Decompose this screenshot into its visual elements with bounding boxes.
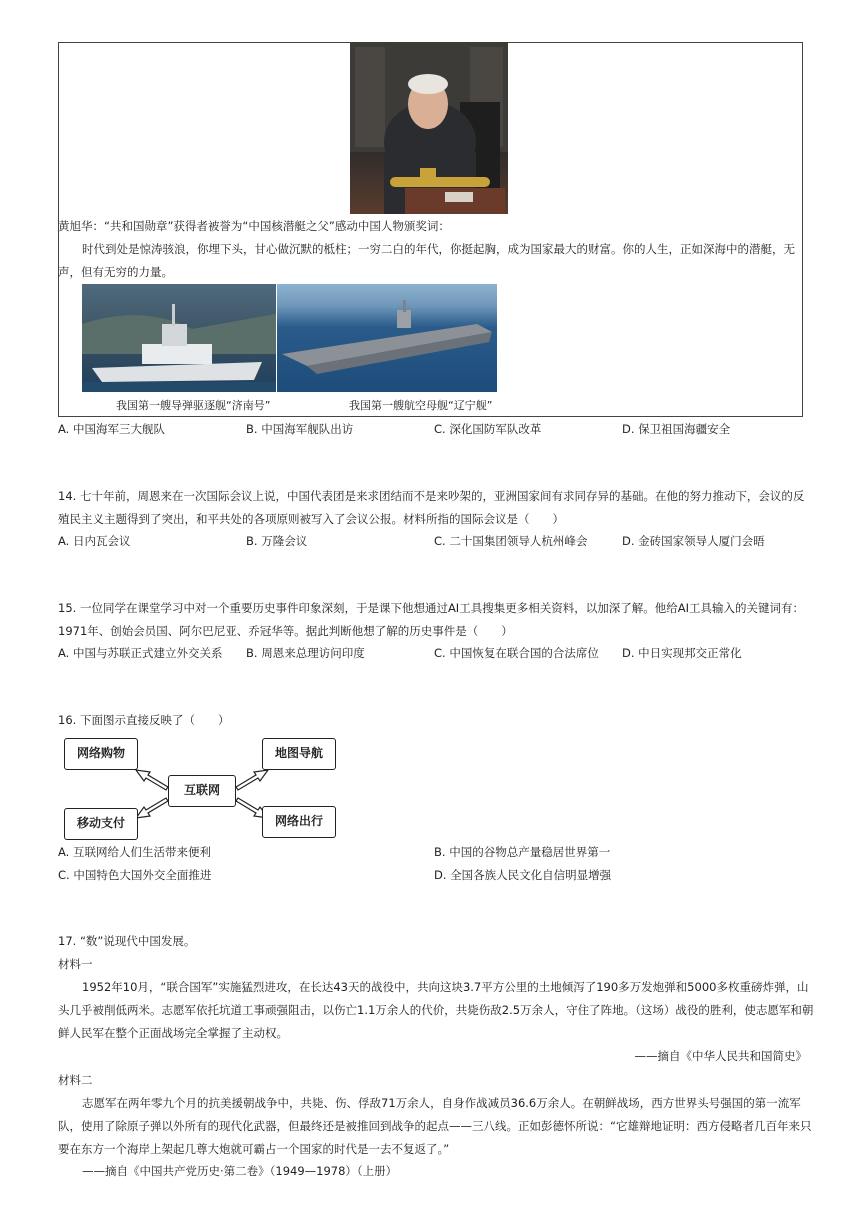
- material1-label: 材料一: [58, 957, 93, 971]
- q13-option-a[interactable]: A. 中国海军三大舰队: [58, 422, 165, 436]
- diagram-mobile-payment: 移动支付: [64, 808, 138, 840]
- arrow-to-mobile-payment: [136, 798, 168, 818]
- material1-source: ——摘自《中华人民共和国简史》: [634, 1049, 807, 1063]
- diagram-center-internet: 互联网: [168, 775, 236, 807]
- q16-option-c[interactable]: C. 中国特色大国外交全面推进: [58, 868, 212, 882]
- q15-option-b[interactable]: B. 周恩来总理访问印度: [246, 646, 365, 660]
- carrier-illustration: [277, 284, 497, 392]
- destroyer-illustration: [82, 284, 276, 392]
- material2-text: 志愿军在两年零九个月的抗美援朝战争中，共毙、伤、俘敌71万余人，自身作战减员36.6万余人。在朝鲜战场，西方世界头号强国的第一流军队，使用了除原子弹以外所有的现代化武器，但最终还是被推回到战争的起点——三八线。正如彭德怀所说：“它雄辩地证明：西方侵略者几百年来只要在东方一个海岸上架起几尊大炮就可霸占一个国家的时代是一去不复返了。”: [58, 1096, 812, 1156]
- q13-option-c[interactable]: C. 深化国防军队改革: [434, 422, 542, 436]
- q14-option-d[interactable]: D. 金砖国家领导人厦门会晤: [622, 534, 765, 548]
- material2-label: 材料二: [58, 1073, 93, 1087]
- material1-text: 1952年10月，“联合国军”实施猛烈进攻，在长达43天的战役中，共向这块3.7平方公里的土地倾泻了190多万发炮弹和5000多枚重磅炸弹，山头几乎被削低两米。志愿军依托坑道工事顽强阻击，以伤亡1.1万余人的代价，共毙伤敌2.5万余人，守住了阵地。（这场）战役的胜利，使志愿军和朝鲜人民军在整个正面战场完全掌握了主动权。: [58, 980, 814, 1040]
- q14-option-b[interactable]: B. 万隆会议: [246, 534, 308, 548]
- diagram-online-travel: 网络出行: [262, 806, 336, 838]
- q15-stem: 15. 一位同学在课堂学习中对一个重要历史事件印象深刻，于是课下他想通过AI工具搜集更多相关资料，以加深了解。他给AI工具输入的关键词有：1971年、创始会员国、阿尔巴尼亚、乔冠华等。据此判断他想了解的历史事件是（ ）: [58, 601, 804, 638]
- portrait-photo: [350, 42, 508, 214]
- tribute-text: 时代到处是惊涛骇浪，你埋下头，甘心做沉默的柢柱；一穷二白的年代，你挺起胸，成为国家最大的财富。你的人生，正如深海中的潜艇，无声，但有无穷的力量。: [58, 242, 795, 279]
- portrait-illustration: [350, 42, 508, 214]
- caption-carrier: 我国第一艘航空母舰“辽宁舰”: [349, 399, 493, 412]
- q16-option-b[interactable]: B. 中国的谷物总产量稳居世界第一: [434, 845, 611, 859]
- caption-destroyer: 我国第一艘导弹驱逐舰“济南号”: [116, 399, 271, 412]
- arrow-to-map-navigation: [236, 770, 268, 790]
- material2-source: ——摘自《中国共产党历史·第二卷》（1949—1978）（上册）: [82, 1164, 398, 1178]
- q16-option-d[interactable]: D. 全国各族人民文化自信明显增强: [434, 868, 612, 882]
- q17-stem: 17. “数”说现代中国发展。: [58, 934, 196, 948]
- q14-option-a[interactable]: A. 日内瓦会议: [58, 534, 131, 548]
- award-line: 黄旭华：“共和国勋章”获得者被誉为“中国核潜艇之父”感动中国人物颁奖词：: [58, 219, 450, 233]
- destroyer-photo: [82, 284, 276, 392]
- diagram-map-navigation: 地图导航: [262, 738, 336, 770]
- q14-option-c[interactable]: C. 二十国集团领导人杭州峰会: [434, 534, 588, 548]
- q16-stem: 16. 下面图示直接反映了（ ）: [58, 713, 230, 727]
- q15-option-a[interactable]: A. 中国与苏联正式建立外交关系: [58, 646, 223, 660]
- diagram-online-shopping: 网络购物: [64, 738, 138, 770]
- arrow-to-online-shopping: [136, 770, 168, 790]
- q16-option-a[interactable]: A. 互联网给人们生活带来便利: [58, 845, 211, 859]
- q15-option-c[interactable]: C. 中国恢复在联合国的合法席位: [434, 646, 599, 660]
- q14-stem: 14. 七十年前，周恩来在一次国际会议上说，中国代表团是来求团结而不是来吵架的，亚洲国家间有求同存异的基础。在他的努力推动下，会议的反殖民主义主题得到了突出，和平共处的各项原则被写入了会议公报。材料所指的国际会议是（ ）: [58, 489, 805, 526]
- q13-option-b[interactable]: B. 中国海军舰队出访: [246, 422, 354, 436]
- carrier-photo: [277, 284, 497, 392]
- q13-option-d[interactable]: D. 保卫祖国海疆安全: [622, 422, 731, 436]
- q15-option-d[interactable]: D. 中日实现邦交正常化: [622, 646, 742, 660]
